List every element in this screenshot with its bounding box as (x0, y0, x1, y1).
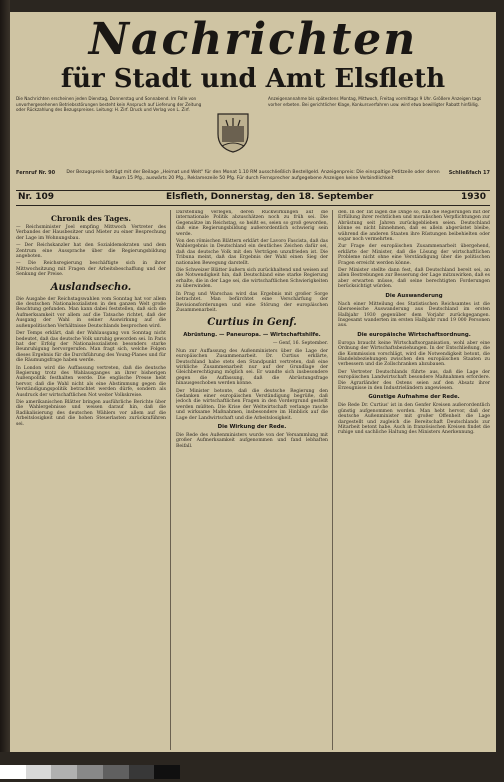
column-3 (338, 210, 490, 750)
chronicle-heading: Chronik des Tages. (51, 214, 131, 223)
article-paragraph: Der Temps erklärt, daß der Wahlausgang von Sonntag nicht bedeutet, daß das deutsche Volk unruhig geworden sei. In Paris hat der Erfolg der Nationalsozialisten besonders starke Beunruhigung hervorgerufen. Man fragt sich, welche Folgen dieses Ergebnis für die Durchführung des Young-Planes und für die Räumungsfrage haben werde. (16, 331, 166, 364)
article-paragraph: Die Schweizer Blätter äußern sich zurückhaltend und weisen auf die Notwendigkeit hin, daß Deutschland eine starke Regierung erhalte, die in der Lage sei, die wirtschaftlichen Schwierigkeiten zu überwinden. (176, 268, 328, 290)
article-paragraph: Von den römischen Blättern erklärt der Lavoro Fascista, daß das Wahlergebnis in Deutschland ein deutliches Zeichen dafür sei, daß das deutsche Volk mit den Verträgen unzufrieden ist. Die Tribuna meint, daß das Ergebnis der Wahl einen Sieg der nationalen Bewegung darstellt. (176, 239, 328, 266)
column-2 (176, 210, 328, 750)
article-paragraph: Der Minister stellte dann fest, daß Deutschland bereit sei, an allen Bestrebungen zur Besserung der Lage mitzuwirken, daß es aber erwarten müsse, daß seine berechtigten Forderungen berücksichtigt würden. (338, 268, 490, 290)
section-heading: Günstige Aufnahme der Rede. (368, 394, 460, 401)
article-paragraph: In London wird die Auffassung vertreten, daß die deutsche Regierung trotz des Wahlausganges an ihrer bisherigen Außenpolitik festhalten werde. Die englische Presse hebt hervor, daß die Wahl nicht als eine Abstimmung gegen die Verständigungspolitik betrachtet werden dürfe, sondern als Ausdruck der wirtschaftlichen Not weiter Volkskreise. (16, 365, 166, 398)
article-paragraph: — Reichsminister Joel empfing Mittwoch Vertreter des Verbandes der Hausbesitzer und Mieter zu einer Besprechung der Lage im Wohnungsbau. (16, 225, 166, 241)
post-box: Schließfach 17 (448, 170, 490, 176)
column-divider (332, 210, 333, 750)
article-dateline: — Genf, 16. September. (272, 341, 328, 347)
article-paragraph: Darstellung verlegen, deren Rückwirkungen auf die internationale Politik abzuschätzen noch zu früh sei. Die Gegensätze im Reichstag, so heißt es, seien so groß geworden, daß eine Regierungsbildung außerordentlich schwierig sein werde. (176, 210, 328, 237)
section-heading: Die europäische Wirtschaftsordnung. (357, 331, 471, 338)
column-1 (16, 210, 166, 750)
town-crest-icon (216, 112, 250, 154)
book-spine (0, 0, 10, 782)
article-paragraph: Die Rede Dr. Curtius' ist in den Genfer Kreisen außerordentlich günstig aufgenommen worden. Man hebt hervor, daß der deutsche Außenminister mit großer Offenheit die Lage dargestellt und zugleich die Bereitschaft Deutschlands zur Mitarbeit betont habe. Auch in französischen Kreisen findet die ruhige und sachliche Haltung des Ministers Anerkennung. (338, 403, 490, 436)
price-bar (16, 170, 490, 188)
price-text: Der Bezugspreis beträgt mit der Beilage „Heimat und Welt" für den Monat 1.10 RM ausschließlich Bestellgeld. Anzeigenpreis: Die einspaltige Petitzeile oder deren Raum 15 Pfg., auswärts 20 Pfg., Reklamezeile 50 Pfg. Für durch Fernsprecher aufgegebene Anzeigen keine Verbindlichkeit (66, 170, 440, 181)
advertising-info-box (268, 96, 490, 166)
color-calibration-strip (0, 765, 180, 779)
article-paragraph: Die amerikanischen Blätter bringen ausführliche Berichte über die Wahlergebnisse und weisen darauf hin, daß die Radikalisierung des deutschen Wählers vor allem auf die Arbeitslosigkeit und die hohen Steuerlasten zurückzuführen sei. (16, 399, 166, 427)
issue-year: 1930 (460, 192, 486, 202)
article-paragraph: Der Vertreter Deutschlands führte aus, daß die Lage der europäischen Landwirtschaft besondere Maßnahmen erfordere. Die Agrarländer des Ostens seien auf den Absatz ihrer Erzeugnisse in den Industrieländern angewiesen. (338, 369, 490, 391)
article-paragraph: Nach einer Mitteilung des Statistischen Reichsamtes ist die überseeische Auswanderung aus Deutschland im ersten Halbjahr 1930 gegenüber dem Vorjahr zurückgegangen. Insgesamt wanderten im ersten Halbjahr rund 19 000 Personen aus. (338, 301, 490, 329)
article-paragraph: Zur Frage der europäischen Zusammenarbeit übergehend, erklärte der Minister, daß die Lösung der wirtschaftlichen Probleme nicht ohne eine Verständigung über die politischen Fragen erreicht werden könne. (338, 244, 490, 266)
dateline-bar (16, 190, 490, 206)
article-headline: Auslandsecho. (50, 281, 132, 293)
masthead-title: Nachrichten (88, 14, 418, 65)
issue-number: Nr. 109 (18, 192, 55, 202)
article-paragraph: Die Ausgabe der Reichstagswahlen vom Sonntag hat vor allem die deutschen Nationalsozialisten in den ganzen Welt große Beachtung gefunden. Man kann dabei feststellen, daß sich die Aufmerksamkeit vor allem auf die Tatsache richtet, daß der Ausgang der Wahl in seiner Auswirkung auf die außenpolitischen Verhältnisse Deutschlands besprochen wird. (16, 296, 166, 329)
section-heading: Die Wirkung der Rede. (217, 424, 287, 430)
publication-info-text: Die Nachrichten erscheinen jeden Dienstag, Donnerstag und Sonnabend. Im Falle von unvorhergesehenen Betriebsstörungen besteht kein Anspruch auf Lieferung der Zeitung oder Rückzahlung des Bezugspreises. Leitung: H. Zirf. Druck und Verlag von L. Zirf. (16, 96, 202, 113)
article-paragraph: — Die Reichsregierung beschäftigte sich in ihrer Mittwochsitzung mit Fragen der Arbeitsbeschaffung und der Senkung der Preise. (16, 261, 166, 278)
article-paragraph: Nun zur Auffassung des Außenministers über die Lage der europäischen Zusammenarbeit. Dr. Curtius erklärte, Deutschland habe stets den Standpunkt vertreten, daß eine wirkliche Zusammenarbeit nur auf der Grundlage der Gleichberechtigung möglich sei. Er wandte sich insbesondere gegen die Auffassung, daß die Abrüstungsfrage hinausgeschoben werden könne. (176, 348, 328, 387)
masthead-subtitle: für Stadt und Amt Elsfleth (60, 64, 446, 94)
masthead (16, 16, 490, 96)
issue-date: Elsfleth, Donnerstag, den 18. September (166, 192, 374, 202)
column-divider (170, 210, 171, 750)
article-paragraph: Die Rede des Außenministers wurde von der Versammlung mit großer Aufmerksamkeit aufgenommen und fand lebhaften Beifall. (176, 433, 328, 449)
article-paragraph: den. In der Tat lägen die Dinge so, daß die Regierungen mit der Erfüllung ihrer rechtlichen und moralischen Verpflichtungen zur Abrüstung seit Jahren zurückgeblieben seien. Deutschland könne es nicht hinnehmen, daß es allein abgerüstet bleibe, während die anderen Staaten ihre Rüstungen beibehielten oder sogar noch vermehrten. (338, 210, 490, 243)
article-paragraph: — Der Reichskanzler hat den Sozialdemokraten und dem Zentrum eine Aussprache über die Regierungsbildung angeboten. (16, 243, 166, 260)
article-paragraph: Der Minister betonte, daß die deutsche Regierung den Gedanken einer europäischen Verständigung begrüße, daß jedoch die wirtschaftlichen Fragen in den Vordergrund gestellt werden müßten. Die Krise der Weltwirtschaft verlange rasche und wirksame Maßnahmen, insbesondere im Hinblick auf die Lage der Landwirtschaft und die Arbeitslosigkeit. (176, 388, 328, 421)
article-headline: Curtius in Genf. (207, 317, 297, 329)
article-paragraph: Europa braucht keine Wirtschaftsorganisation, wohl aber eine Ordnung der Wirtschaftsbeziehungen. In der Entschließung, die die Kommission vorschlägt, wird die Notwendigkeit betont, die Handelsbeziehungen zwischen den europäischen Staaten zu verbessern und die Zollschranken abzubauen. (338, 340, 490, 368)
section-heading: Die Auswanderung (385, 292, 443, 299)
article-subheadline: Abrüstung. — Paneuropa. — Wirtschaftshilfe. (183, 332, 321, 339)
article-paragraph: In Prag und Warschau wird das Ergebnis mit großer Sorge betrachtet. Man befürchtet eine Verschärfung der Revisionsforderungen und eine Störung der europäischen Zusammenarbeit. (176, 291, 328, 313)
phone-number: Fernruf Nr. 90 (16, 170, 56, 176)
publication-info-box (16, 96, 202, 166)
advertising-info-text: Anzeigenannahme bis spätestens Montag, Mittwoch, Freitag vormittags 9 Uhr. Größere Anzeigen tags vorher erbeten. Bei gerichtlicher Klage, Konkursverfahren usw. wird etwa bewilligter Rabatt hinfällig. (268, 96, 482, 107)
newspaper-page (10, 12, 496, 752)
